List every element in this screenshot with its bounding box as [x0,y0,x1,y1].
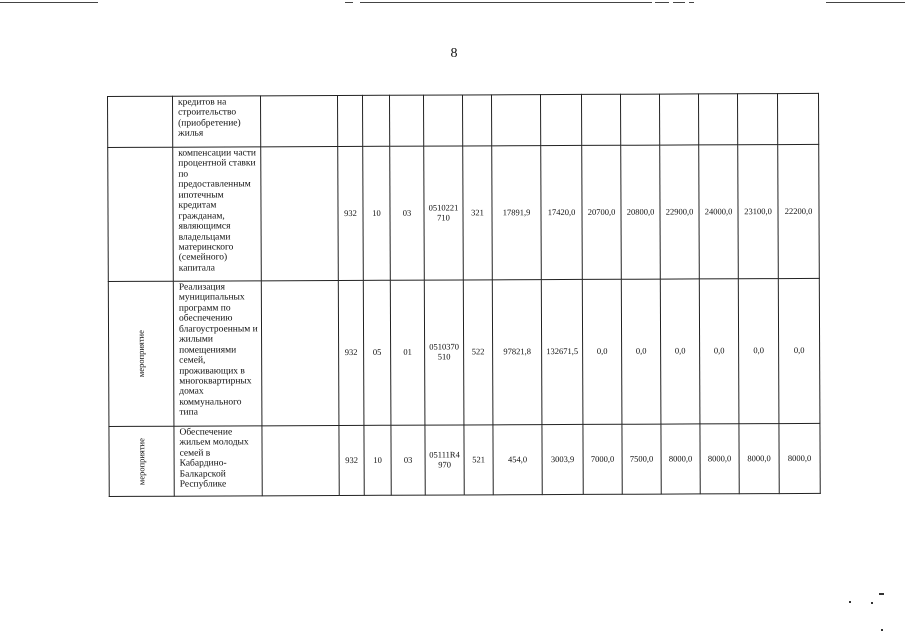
scan-speck [849,601,851,603]
value-cell: 17891,9 [492,146,542,280]
budget-table [107,93,821,497]
executor-cell [261,95,338,146]
measure-name-cell: Обеспечение жильем молодых семей в Кабардино-Балкарской Республике [174,426,262,496]
value-cell: 0,0 [660,279,700,424]
grbs-cell [338,95,363,146]
scan-top-line [360,2,652,3]
executor-cell [261,146,339,280]
value-cell [581,94,620,145]
value-cell: 7500,0 [622,424,661,494]
value-cell: 20700,0 [582,145,622,279]
measure-name-cell: Реализация муниципальных программ по обеспечению благоустроенным и жилыми помещениями семей, проживающих в многоквартирных домах коммунального типа [173,281,262,426]
value-cell: 20800,0 [621,145,661,279]
value-cell: 7000,0 [583,424,622,494]
grbs-cell: 932 [339,425,364,495]
page-number: 8 [450,46,458,61]
status-cell: мероприятие [109,426,174,496]
scan-speck [871,602,873,604]
value-cell: 23100,0 [738,145,779,279]
executor-cell [262,425,339,495]
value-cell: 97821,8 [492,280,542,425]
pr-cell: 03 [391,425,425,495]
vr-cell: 522 [463,280,493,425]
csr-cell [423,95,462,146]
scan-top-line [673,2,685,3]
status-cell: мероприятие [108,281,174,426]
table-row [108,278,820,426]
scan-top-line [826,2,905,3]
csr-cell: 0510221 710 [424,146,464,280]
scan-speck [879,593,884,595]
scan-top-line [345,2,353,3]
measure-name-cell: компенсации части процентной ставки по предоставленным ипотечным кредитам гражданам, являющимся владельцами материнского (семейного) капитала [173,147,262,281]
value-cell: 17420,0 [541,145,583,279]
value-cell: 132671,5 [541,279,583,424]
value-cell [491,95,540,146]
scan-speck [881,629,883,631]
value-cell [737,94,777,145]
vr-cell [462,95,491,146]
value-cell [698,94,737,145]
status-cell [108,96,173,147]
scan-top-line [0,2,98,3]
executor-cell [261,280,339,425]
rz-cell: 10 [364,425,391,495]
rz-cell: 05 [363,280,391,425]
table-row [108,144,820,281]
value-cell: 0,0 [738,279,779,424]
value-cell: 0,0 [699,279,739,424]
table-row [109,423,820,496]
table-row [108,93,819,147]
scan-top-line [655,2,669,3]
value-cell: 8000,0 [661,424,700,494]
csr-cell: 0510370 510 [424,280,464,425]
pr-cell: 01 [390,280,425,425]
grbs-cell: 932 [338,280,364,425]
value-cell: 8000,0 [739,424,779,494]
value-cell [620,94,659,145]
value-cell: 22900,0 [660,145,700,279]
pr-cell [389,95,423,146]
status-cell [108,147,174,281]
vr-cell: 321 [463,146,493,280]
rz-cell: 10 [363,146,391,280]
value-cell: 8000,0 [700,424,739,494]
pr-cell: 03 [390,146,425,280]
csr-cell: 05111R4 970 [425,425,464,495]
value-cell: 0,0 [582,279,622,424]
vr-cell: 521 [464,425,493,495]
value-cell [777,93,818,144]
value-cell: 22200,0 [778,144,820,278]
value-cell: 8000,0 [779,423,820,493]
value-cell [540,94,581,145]
value-cell: 3003,9 [542,424,583,494]
scan-top-line [689,2,694,3]
measure-name-cell: кредитов на строительство (приобретение) жилья [173,96,261,147]
value-cell: 0,0 [778,278,820,423]
value-cell: 0,0 [621,279,661,424]
rz-cell [362,95,389,146]
grbs-cell: 932 [338,146,364,280]
value-cell: 454,0 [493,425,542,495]
value-cell: 24000,0 [699,145,739,279]
value-cell [659,94,698,145]
